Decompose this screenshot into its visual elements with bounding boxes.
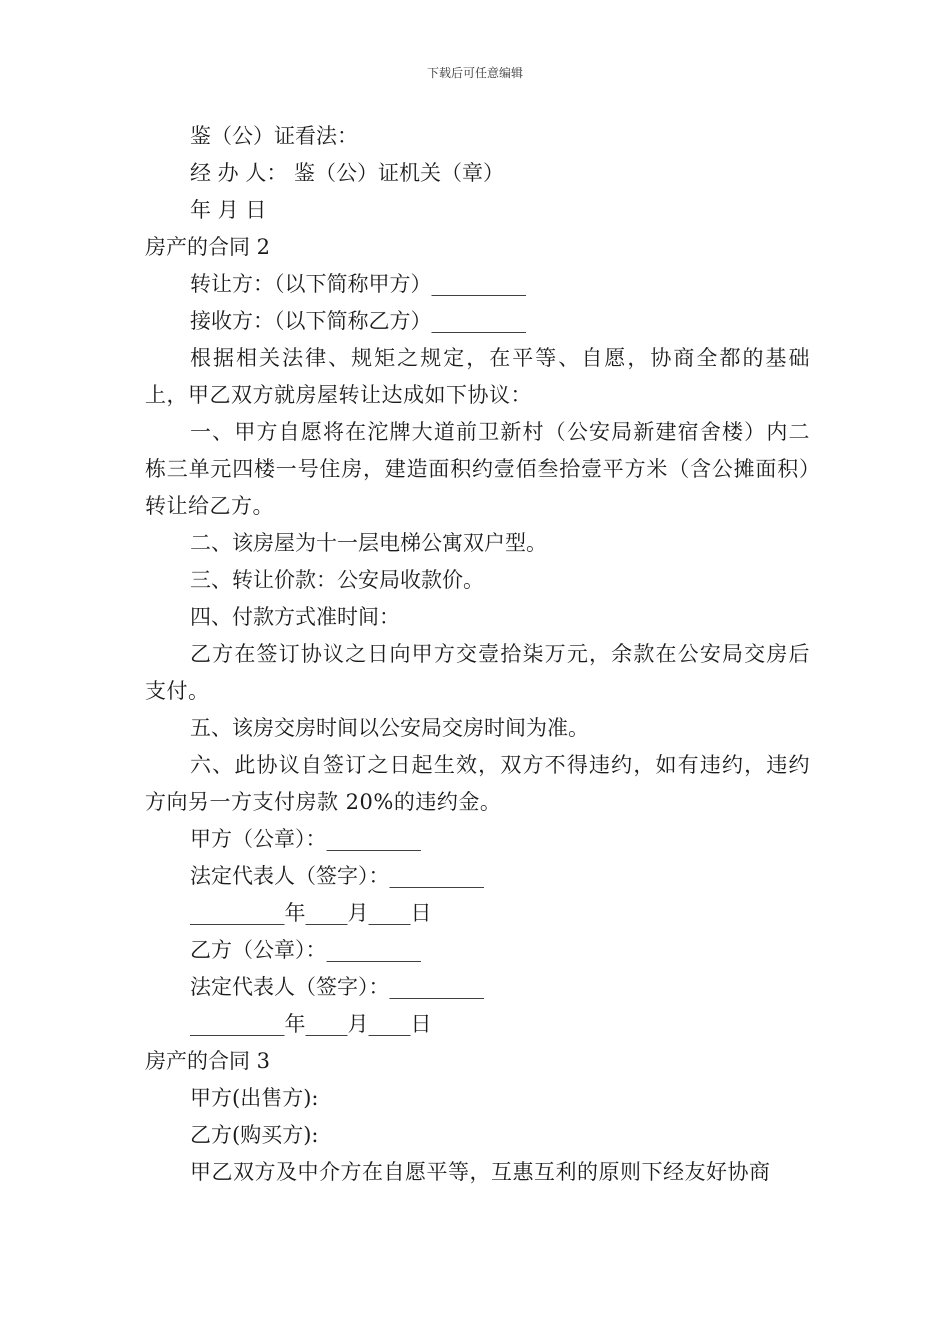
paragraph: 乙方在签订协议之日向甲方交壹拾柒万元，余款在公安局交房后支付。 (145, 642, 810, 703)
text-line: 乙方(购买方): (190, 1123, 319, 1147)
section-heading: 房产的合同 2 (145, 235, 271, 259)
text-line: 经 办 人： 鉴（公）证机关（章） (190, 161, 505, 185)
text-line: 五、该房交房时间以公安局交房时间为准。 (190, 716, 589, 740)
paragraph: 六、此协议自签订之日起生效，双方不得违约，如有违约，违约方向另一方支付房款 20%的违约金。 (145, 753, 810, 814)
signature-line: 乙方（公章）：_________ (190, 938, 421, 962)
date-line: _________年____月____日 (190, 901, 432, 925)
text-line: 二、该房屋为十一层电梯公寓双户型。 (190, 531, 547, 555)
section-heading: 房产的合同 3 (145, 1049, 271, 1073)
text-line: 年 月 日 (190, 198, 267, 222)
text-line: 接收方：（以下简称乙方）_________ (190, 309, 526, 333)
signature-line: 法定代表人（签字）：_________ (190, 864, 484, 888)
page-header: 下载后可任意编辑 (426, 66, 523, 80)
text-line: 甲方(出售方): (190, 1086, 319, 1110)
text-line: 三、转让价款：公安局收款价。 (190, 568, 484, 592)
date-line: _________年____月____日 (190, 1012, 432, 1036)
text-line: 四、付款方式准时间： (190, 605, 400, 629)
paragraph: 甲乙双方及中介方在自愿平等，互惠互利的原则下经友好协商 (190, 1160, 771, 1184)
text-line: 鉴（公）证看法： (190, 124, 358, 148)
text-line: 转让方：（以下简称甲方）_________ (190, 272, 526, 296)
signature-line: 法定代表人（签字）：_________ (190, 975, 484, 999)
paragraph: 一、甲方自愿将在沱牌大道前卫新村（公安局新建宿舍楼）内二栋三单元四楼一号住房，建造面积约壹佰叁拾壹平方米（含公摊面积）转让给乙方。 (145, 420, 810, 518)
signature-line: 甲方（公章）：_________ (190, 827, 421, 851)
document-body (145, 118, 810, 1191)
paragraph: 根据相关法律、规矩之规定，在平等、自愿，协商全都的基础上，甲乙双方就房屋转让达成如下协议： (145, 346, 810, 407)
